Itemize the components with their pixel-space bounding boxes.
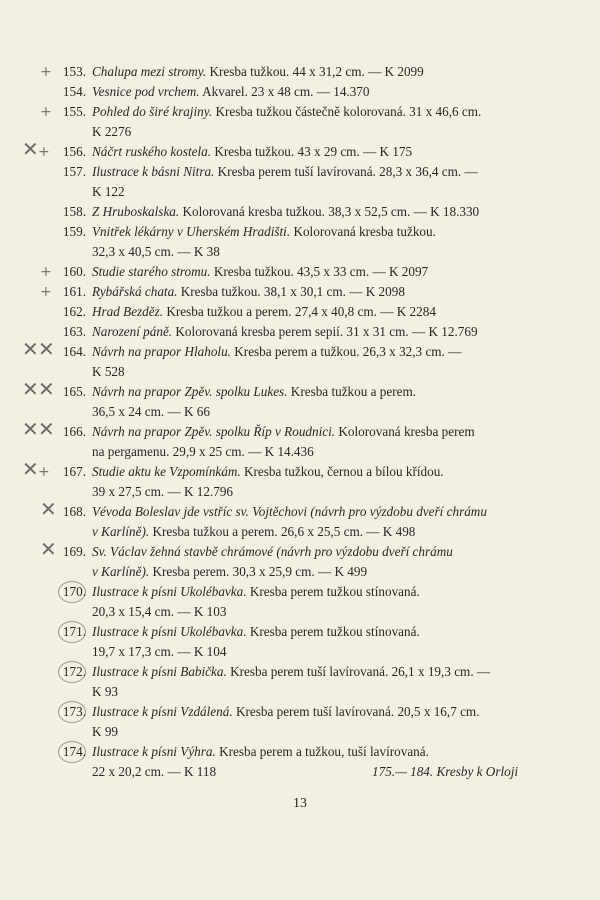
work-details: Kresba perem tužkou stínovaná. xyxy=(246,624,420,639)
work-title: Náčrt ruského kostela. xyxy=(92,144,212,159)
entry-line xyxy=(0,377,600,402)
entry-text xyxy=(92,442,520,462)
work-details: K 2276 xyxy=(92,124,132,139)
handwritten-cross-mark: ✕ xyxy=(22,377,39,401)
work-details: 20,3 x 15,4 cm. — K 103 xyxy=(92,604,227,619)
entry-number: 166. xyxy=(62,424,86,439)
entry-continuation-line xyxy=(0,682,600,702)
entry-text xyxy=(92,722,520,742)
entry-text xyxy=(92,82,520,102)
entry-number: 169. xyxy=(62,544,86,559)
handwritten-cross-mark: ✕ xyxy=(22,457,39,481)
catalog-entry xyxy=(0,202,600,222)
entry-continuation-line xyxy=(0,642,600,662)
entry-line xyxy=(0,202,600,222)
work-details: Kresba perem tužkou stínovaná. xyxy=(246,584,420,599)
work-details: K 93 xyxy=(92,684,119,699)
handwritten-cross-mark: ✕ xyxy=(40,497,57,521)
entry-text xyxy=(92,302,520,322)
entry-number: 167. xyxy=(62,464,86,479)
entry-continuation-line xyxy=(0,722,600,742)
catalog-entry xyxy=(0,497,600,542)
entry-text xyxy=(92,502,520,522)
entry-number: 159. xyxy=(62,224,86,239)
entry-number: 161. xyxy=(62,284,86,299)
entry-number: 155. xyxy=(62,104,86,119)
entry-text xyxy=(92,322,520,342)
entry-line xyxy=(0,417,600,442)
work-details: Kresba tužkou. 38,1 x 30,1 cm. — K 2098 xyxy=(177,284,405,299)
work-title: Ilustrace k písni Ukolébavka. xyxy=(92,584,247,599)
catalog-entry xyxy=(0,62,600,82)
work-details: Kolorovaná kresba tužkou. xyxy=(290,224,436,239)
catalog-entry xyxy=(0,302,600,322)
work-title: Vesnice pod vrchem. xyxy=(92,84,200,99)
page-number: 13 xyxy=(293,796,307,811)
entry-text xyxy=(92,162,520,182)
work-title: Návrh na prapor Zpěv. spolku Říp v Roudnici. xyxy=(92,424,336,439)
catalog-entry xyxy=(0,417,600,462)
entry-line xyxy=(0,582,600,602)
entry-text xyxy=(92,342,520,362)
work-title: Sv. Václav žehná stavbě chrámové (návrh pro výzdobu dveří chrámu xyxy=(92,544,453,559)
work-details: Kresba perem tuší lavírovaná. 26,1 x 19,3 cm. — xyxy=(226,664,491,679)
work-details: Kresba tužkou. 43,5 x 33 cm. — K 2097 xyxy=(210,264,429,279)
entry-continuation-line xyxy=(0,482,600,502)
entry-text xyxy=(92,422,520,442)
entry-number: 165. xyxy=(62,384,86,399)
entry-text xyxy=(92,242,520,262)
entry-text xyxy=(92,182,520,202)
work-title: Vnitřek lékárny v Uherském Hradišti. xyxy=(92,224,291,239)
entry-line xyxy=(0,302,600,322)
entry-continuation-line xyxy=(0,522,600,542)
work-details: 22 x 20,2 cm. — K 118 xyxy=(92,764,217,779)
catalog-entry xyxy=(0,622,600,662)
entry-text xyxy=(92,562,520,582)
entry-text xyxy=(92,682,520,702)
trailing-note: 175.— 184. Kresby k Orloji xyxy=(372,764,519,779)
work-title: v Karlíně). xyxy=(92,524,150,539)
entry-text xyxy=(92,742,520,762)
handwritten-plus-mark: + xyxy=(38,144,50,160)
entry-number: 158. xyxy=(62,204,86,219)
entry-text xyxy=(92,542,520,562)
entry-text xyxy=(92,262,520,282)
catalog-entry xyxy=(0,322,600,342)
entry-continuation-line xyxy=(0,362,600,382)
entry-line xyxy=(0,62,600,82)
entry-line xyxy=(0,337,600,362)
entry-number: 163. xyxy=(62,324,86,339)
work-details: Kresba perem. 30,3 x 25,9 cm. — K 499 xyxy=(149,564,368,579)
work-title: Ilustrace k písni Ukolébavka. xyxy=(92,624,247,639)
entry-number: 173. xyxy=(62,704,86,719)
catalog-entry xyxy=(0,337,600,382)
work-details: 36,5 x 24 cm. — K 66 xyxy=(92,404,210,419)
entry-number: 171. xyxy=(62,624,86,639)
entry-line xyxy=(0,322,600,342)
entry-text xyxy=(92,522,520,542)
catalog-entry xyxy=(0,582,600,622)
catalog-entry xyxy=(0,537,600,582)
entry-text xyxy=(92,122,520,142)
catalog-entry xyxy=(0,457,600,502)
catalog-entry xyxy=(0,137,600,162)
work-details: 39 x 27,5 cm. — K 12.796 xyxy=(92,484,234,499)
work-details: 19,7 x 17,3 cm. — K 104 xyxy=(92,644,227,659)
entry-number: 174. xyxy=(62,744,86,759)
entry-text xyxy=(92,582,520,602)
entry-line xyxy=(0,162,600,182)
handwritten-plus-mark: + xyxy=(40,104,52,120)
entry-number: 153. xyxy=(62,64,86,79)
entry-continuation-line xyxy=(0,402,600,422)
entry-text xyxy=(92,102,520,122)
work-title: v Karlíně). xyxy=(92,564,150,579)
entry-continuation-line xyxy=(0,562,600,582)
work-details: Akvarel. 23 x 48 cm. — 14.370 xyxy=(199,84,370,99)
work-details: Kresba tužkou a perem. xyxy=(287,384,417,399)
handwritten-plus-mark: + xyxy=(38,464,50,480)
entry-text xyxy=(92,602,520,622)
entry-text xyxy=(92,462,520,482)
work-details: Kresba perem tuší lavírovaná. 28,3 x 36,4 cm. — xyxy=(214,164,478,179)
entry-line xyxy=(0,222,600,242)
handwritten-plus-mark: + xyxy=(40,264,52,280)
work-details: Kresba tužkou a perem. 26,6 x 25,5 cm. — K 498 xyxy=(149,524,416,539)
work-title: Ilustrace k písni Výhra. xyxy=(92,744,216,759)
work-details: Kolorovaná kresba perem xyxy=(335,424,475,439)
work-title: Ilustrace k písni Babička. xyxy=(92,664,227,679)
handwritten-cross-mark: ✕ xyxy=(38,377,55,401)
work-title: Narození páně. xyxy=(92,324,173,339)
work-title: Návrh na prapor Zpěv. spolku Lukes. xyxy=(92,384,288,399)
work-details: K 528 xyxy=(92,364,125,379)
work-details: 32,3 x 40,5 cm. — K 38 xyxy=(92,244,220,259)
work-title: Rybářská chata. xyxy=(92,284,178,299)
work-details: Kolorovaná kresba perem sepií. 31 x 31 cm. — K 12.769 xyxy=(172,324,478,339)
catalog-entry xyxy=(0,262,600,282)
entry-line xyxy=(0,137,600,162)
handwritten-plus-mark: + xyxy=(40,284,52,300)
entry-text xyxy=(92,402,520,422)
entry-line xyxy=(0,497,600,522)
work-title: Ilustrace k písni Vzdálená. xyxy=(92,704,233,719)
entry-line xyxy=(0,102,600,122)
work-title: Pohled do širé krajiny. xyxy=(92,104,213,119)
entry-text xyxy=(92,202,520,222)
work-details: Kresba tužkou a perem. 27,4 x 40,8 cm. — K 2284 xyxy=(163,304,436,319)
entry-continuation-line xyxy=(0,182,600,202)
catalog-entry xyxy=(0,377,600,422)
catalog-entry xyxy=(0,162,600,202)
entry-line xyxy=(0,262,600,282)
handwritten-cross-mark: ✕ xyxy=(22,337,39,361)
catalog-entry xyxy=(0,282,600,302)
catalog-entry xyxy=(0,222,600,262)
entry-number: 162. xyxy=(62,304,86,319)
entry-line xyxy=(0,82,600,102)
entry-line xyxy=(0,622,600,642)
entry-number: 160. xyxy=(62,264,86,279)
work-title: Vévoda Boleslav jde vstříc sv. Vojtěchovi (návrh pro výzdobu dveří chrámu xyxy=(92,504,487,519)
entry-number: 157. xyxy=(62,164,86,179)
entry-line xyxy=(0,457,600,482)
work-details: Kresba perem a tužkou, tuší lavírovaná. xyxy=(215,744,429,759)
entry-text xyxy=(92,382,520,402)
entry-continuation-line xyxy=(0,122,600,142)
work-details: Kresba tužkou. 44 x 31,2 cm. — K 2099 xyxy=(206,64,424,79)
entry-number: 168. xyxy=(62,504,86,519)
entry-text xyxy=(92,642,520,662)
work-title: Ilustrace k básni Nitra. xyxy=(92,164,215,179)
catalog-entry xyxy=(0,702,600,742)
work-title: Hrad Bezděz. xyxy=(92,304,164,319)
entry-number: 154. xyxy=(62,84,86,99)
entry-text xyxy=(92,662,520,682)
entry-number: 164. xyxy=(62,344,86,359)
handwritten-cross-mark: ✕ xyxy=(40,537,57,561)
entry-continuation-line xyxy=(0,602,600,622)
work-title: Z Hruboskalska. xyxy=(92,204,180,219)
entry-text xyxy=(92,702,520,722)
handwritten-cross-mark: ✕ xyxy=(38,337,55,361)
entry-text xyxy=(92,362,520,382)
catalog-entry xyxy=(0,662,600,702)
catalog-entry xyxy=(0,82,600,102)
entry-text xyxy=(92,622,520,642)
handwritten-plus-mark: + xyxy=(40,64,52,80)
entry-line xyxy=(0,282,600,302)
handwritten-cross-mark: ✕ xyxy=(22,137,39,161)
work-details: K 99 xyxy=(92,724,119,739)
entry-number: 156. xyxy=(62,144,86,159)
entry-number: 170. xyxy=(62,584,86,599)
work-details: Kresba tužkou, černou a bílou křídou. xyxy=(240,464,444,479)
work-details: K 122 xyxy=(92,184,125,199)
entry-line xyxy=(0,742,600,762)
entry-number: 172. xyxy=(62,664,86,679)
entry-text xyxy=(92,482,520,502)
work-title: Návrh na prapor Hlaholu. xyxy=(92,344,231,359)
catalog-entry xyxy=(0,742,600,782)
handwritten-cross-mark: ✕ xyxy=(22,417,39,441)
work-title: Chalupa mezi stromy. xyxy=(92,64,207,79)
handwritten-cross-mark: ✕ xyxy=(38,417,55,441)
entry-text xyxy=(92,222,520,242)
entry-text xyxy=(92,62,520,82)
work-title: Studie aktu ke Vzpomínkám. xyxy=(92,464,241,479)
entry-continuation-line xyxy=(0,442,600,462)
work-title: Studie starého stromu. xyxy=(92,264,211,279)
work-details: Kolorovaná kresba tužkou. 38,3 x 52,5 cm. — K 18.330 xyxy=(179,204,480,219)
entry-continuation-line xyxy=(0,242,600,262)
catalog-entry xyxy=(0,102,600,142)
entry-line xyxy=(0,662,600,682)
entry-continuation-line xyxy=(0,762,600,782)
entry-line xyxy=(0,537,600,562)
work-details: na pergamenu. 29,9 x 25 cm. — K 14.436 xyxy=(92,444,314,459)
entry-line xyxy=(0,702,600,722)
work-details: Kresba perem a tužkou. 26,3 x 32,3 cm. — xyxy=(230,344,462,359)
entry-text xyxy=(92,142,520,162)
catalog-entries xyxy=(0,62,600,782)
work-details: Kresba tužkou částečně kolorovaná. 31 x 46,6 cm. xyxy=(212,104,482,119)
entry-text xyxy=(92,282,520,302)
work-details: Kresba tužkou. 43 x 29 cm. — K 175 xyxy=(211,144,413,159)
work-details: Kresba perem tuší lavírovaná. 20,5 x 16,7 cm. xyxy=(232,704,480,719)
